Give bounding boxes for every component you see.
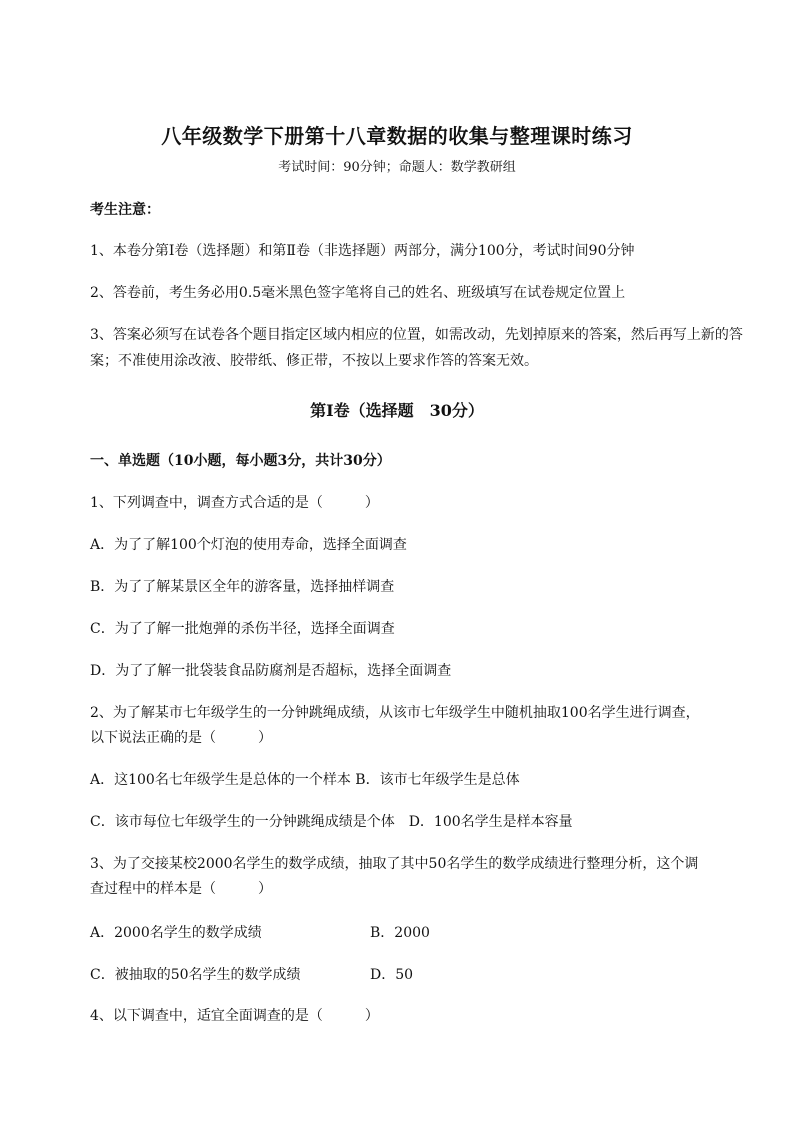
question-1-option-b: B．为了了解某景区全年的游客量，选择抽样调查 [90,579,395,595]
question-2-option-ab: A．这100名七年级学生是总体的一个样本 B．该市七年级学生是总体 [90,772,520,788]
page-title: 八年级数学下册第十八章数据的收集与整理课时练习 [161,124,633,148]
question-4-stem: 4、以下调查中，适宜全面调查的是（ ） [90,1008,379,1024]
question-1-option-c: C．为了了解一批炮弹的杀伤半径，选择全面调查 [90,621,395,637]
question-2-option-cd: C．该市每位七年级学生的一分钟跳绳成绩是个体 D．100名学生是样本容量 [90,814,573,830]
question-3-option-b: B．2000 [370,925,430,941]
question-3-stem-line2: 查过程中的样本是（ ） [90,881,272,897]
notice-item-3: 3、答案必须写在试卷各个题目指定区域内相应的位置，如需改动，先划掉原来的答案，然后再写上新的答案；不准使用涂改液、胶带纸、修正带，不按以上要求作答的答案无效。 [90,327,743,369]
question-3-option-d: D．50 [370,967,414,983]
part-heading: 一、单选题（10小题，每小题3分，共计30分） [90,453,391,469]
question-1-stem: 1、下列调查中，调查方式合适的是（ ） [90,495,379,511]
question-1-option-d: D．为了了解一批袋装食品防腐剂是否超标，选择全面调查 [90,663,452,679]
section-title: 第I卷（选择题 30分） [310,401,484,420]
notice-heading: 考生注意： [90,202,160,218]
question-2-stem-line2: 以下说法正确的是（ ） [90,730,272,746]
question-3-option-a: A．2000名学生的数学成绩 [90,925,262,941]
question-1-option-a: A．为了了解100个灯泡的使用寿命，选择全面调查 [90,537,407,553]
notice-item-1: 1、本卷分第I卷（选择题）和第Ⅱ卷（非选择题）两部分，满分100分，考试时间90分钟 [90,243,635,259]
question-3-stem-line1: 3、为了交接某校2000名学生的数学成绩，抽取了其中50名学生的数学成绩进行整理分析，这个调 [90,856,699,872]
exam-subtitle: 考试时间：90分钟；命题人：数学教研组 [278,160,516,175]
notice-item-2: 2、答卷前，考生务必用0.5毫米黑色签字笔将自己的姓名、班级填写在试卷规定位置上 [90,285,626,301]
question-2-stem-line1: 2、为了解某市七年级学生的一分钟跳绳成绩，从该市七年级学生中随机抽取100名学生进行调查， [90,705,700,721]
question-3-option-c: C．被抽取的50名学生的数学成绩 [90,967,301,983]
